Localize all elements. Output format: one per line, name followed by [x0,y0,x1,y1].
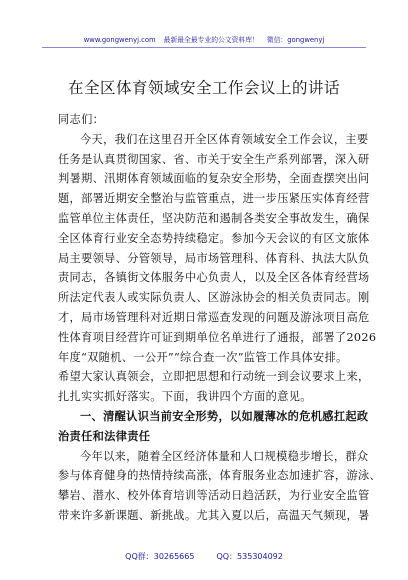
section-heading-line: 治责任和法律责任 [58,429,151,443]
site-url[interactable]: www.gongwenyj.com [83,36,156,44]
paragraph-line: 才，局市场管理科对近期日常巡查发现的问题及游泳项目高危 [58,310,370,324]
paragraph-line: 性体育项目经营许可证到期单位名单进行了通报，部署了2026 [58,330,377,344]
paragraph-line: 今天，我们在这里召开全区体育领域安全工作会议，主要 [80,132,369,146]
document-title: 在全区体育领域安全工作会议上的讲话 [67,79,340,97]
paragraph-line: 所法定代表人或实际负责人、区游泳协会的相关负责同志。刚 [58,291,370,305]
paragraph-line: 今年以来，随着全区经济体量和人口规模稳步增长，群众 [80,449,369,463]
paragraph [58,130,377,407]
paragraph-line: 希望大家认真领会，立即把思想和行动统一到会议要求上来， [58,370,370,384]
header-divider [42,47,366,48]
paragraph-line: 攀岩、潜水、校外体育培训等活动日趋活跃，为行业安全监管 [58,489,370,503]
paragraph-line: 年度“双随机、一公开”“综合查一次”监管工作具体安排。 [58,350,348,364]
wechat-id: 微信：gongwenyj [266,36,325,44]
salutation [58,110,358,130]
site-header [0,34,408,44]
paragraph [58,447,382,526]
paragraph-line: 监管单位主体责任，坚决防范和遏制各类安全事故发生，确保 [58,211,370,225]
section-heading-line: 一、清醒认识当前安全形势，以如履薄冰的危机感扛起政 [80,409,369,423]
paragraph-line: 全区体育行业安全态势持续稳定。参加今天会议的有区文旅体 [58,231,370,245]
paragraph-line: 扎扎实实抓好落实。下面，我讲四个方面的意见。 [58,390,312,404]
paragraph-line: 判暑期、汛期体育领域面临的复杂安全形势，全面查摆突出问 [58,172,370,186]
salutation-line: 同志们： [58,113,105,126]
site-slogan: 最新最全最专业的公文资料库！ [163,36,259,44]
paragraph-line: 责同志，各镇街文体服务中心负责人，以及全区各体育经营场 [58,271,370,285]
paragraph-line: 题，部署近期安全整治与监管重点，进一步压紧压实体育经营 [58,192,370,206]
paragraph-line: 参与体育健身的热情持续高涨，体育服务业态加速扩容，游泳、 [58,469,382,483]
paragraph-line: 任务是认真贯彻国家、省、市关于安全生产系列部署，深入研 [58,152,370,166]
paragraph-line: 局主要领导、分管领导，局市场管理科、体育科、执法大队负 [58,251,370,265]
qq-contact: QQ：535304092 [216,552,283,561]
qq-group: QQ群：30265665 [125,552,195,561]
paragraph-line: 带来许多新课题、新挑战。尤其入夏以后，高温天气频现，暑 [58,508,370,522]
page-footer [0,551,408,562]
document-body [58,110,382,526]
section-heading [58,407,369,447]
